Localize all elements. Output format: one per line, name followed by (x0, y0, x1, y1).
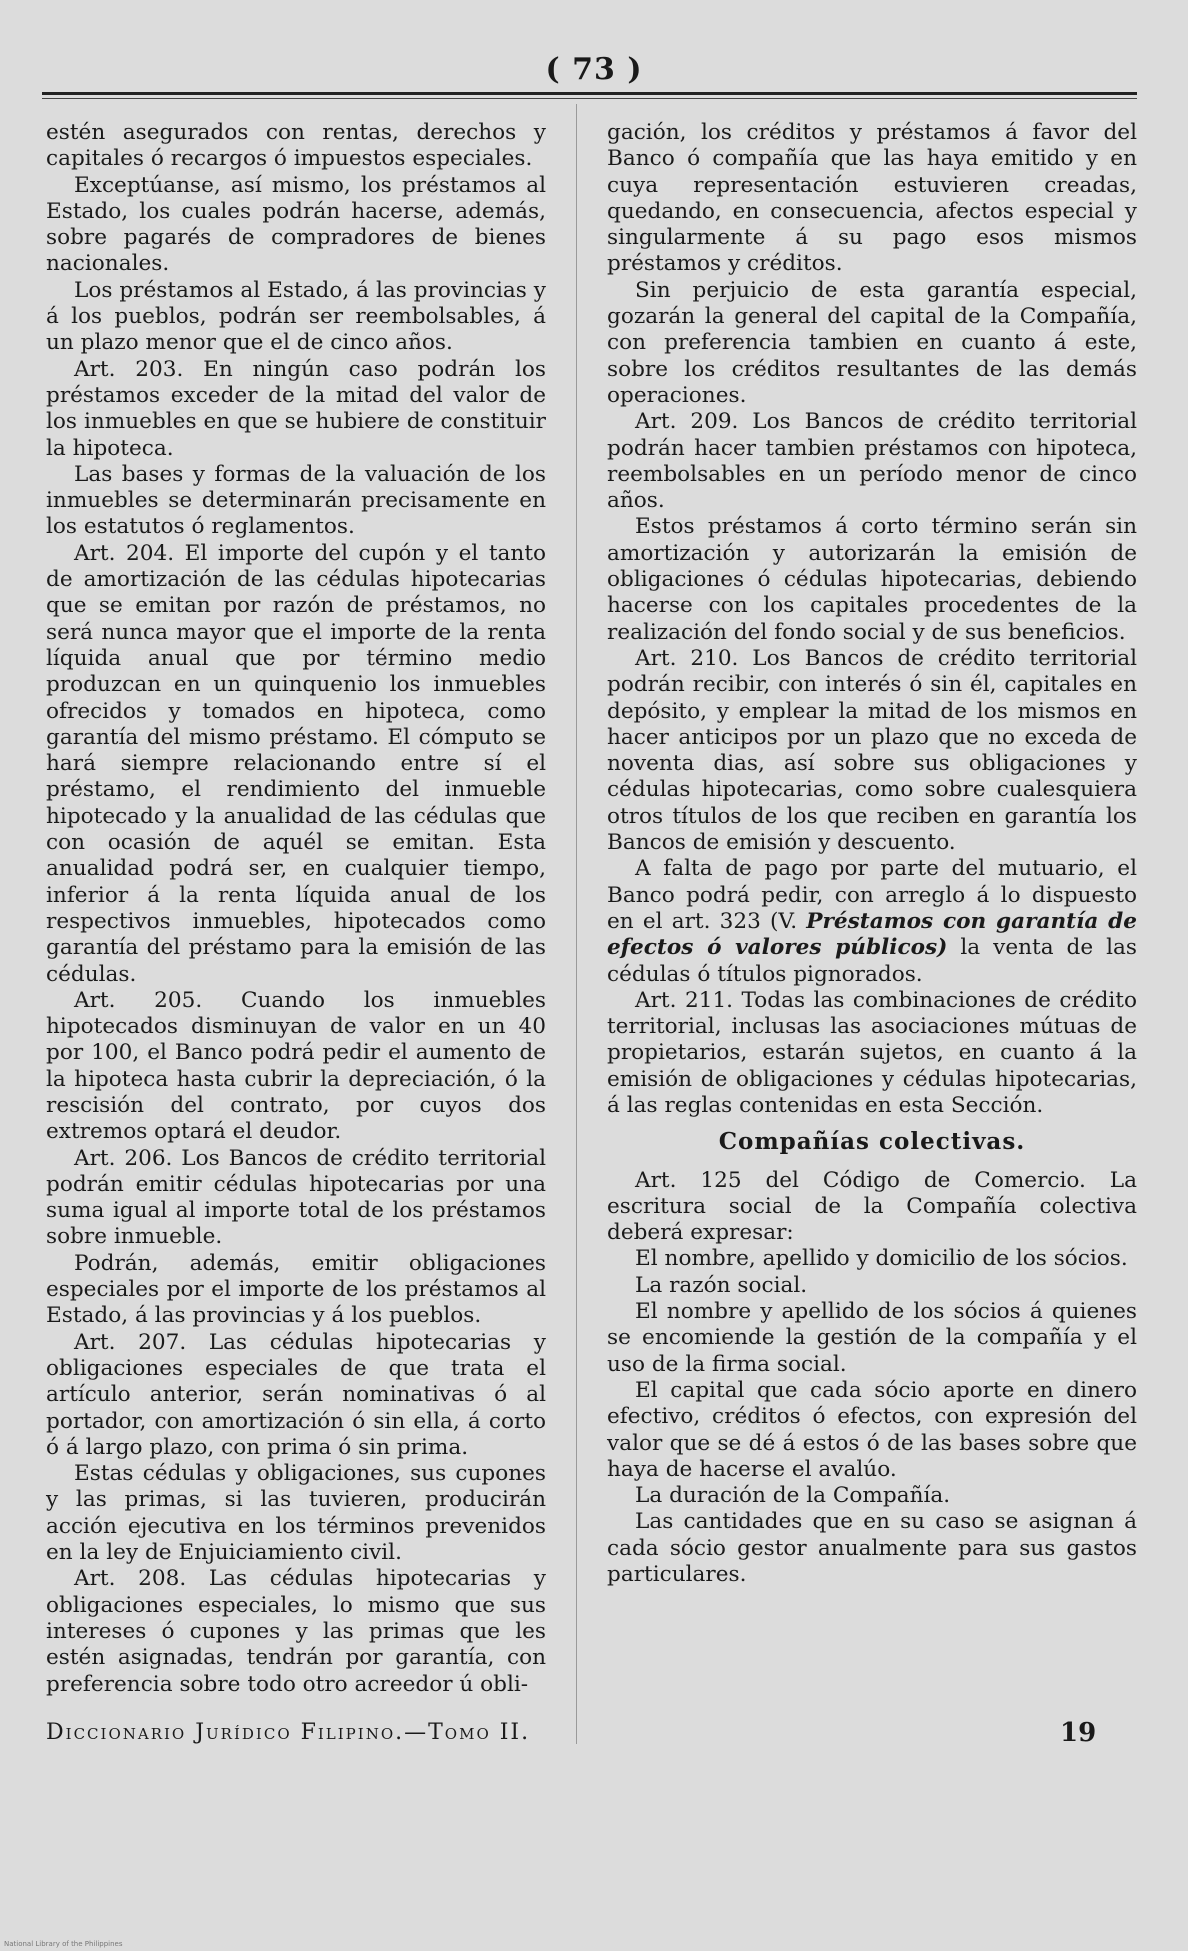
text-span: la venta de las cédulas ó títulos pignorados. (607, 935, 1137, 987)
text-span: A falta de pago por parte del mutuario, el Banco podrá pedir, con arreglo á lo dispuesto en el art. 323 (V. (607, 856, 1137, 934)
page-number: ( 73 ) (545, 52, 643, 87)
paragraph: Art. 208. Las cédulas hipotecarias y obligaciones especiales, lo mismo que sus intereses ó cupones y las primas que les estén asignadas, tendrán por garantía, con preferencia sobre todo otro acreedor ú obli- (46, 1566, 546, 1697)
paragraph: Los préstamos al Estado, á las provincias y á los pueblos, podrán ser reembolsables, á un plazo menor que el de cinco años. (46, 277, 546, 356)
paragraph: Estas cédulas y obligaciones, sus cupones y las primas, si las tuvieren, producirán acción ejecutiva en los términos prevenidos en la ley de Enjuiciamiento civil. (46, 1461, 546, 1566)
paragraph: Art. 125 del Código de Comercio. La escritura social de la Compañía colectiva deberá expresar: (607, 1167, 1137, 1246)
paragraph: Art. 205. Cuando los inmuebles hipotecados disminuyan de valor en un 40 por 100, el Banco podrá pedir el aumento de la hipoteca hasta cubrir la depreciación, ó la rescisión del contrato, por cuyos dos extremos optará el deudor. (46, 987, 546, 1145)
paragraph: Art. 210. Los Bancos de crédito territorial podrán recibir, con interés ó sin él, capitales en depósito, y emplear la mitad de los mismos en hacer anticipos por un plazo que no exceda de noventa dias, así sobre sus obligaciones y cédulas hipotecarias, como sobre cualesquiera otros títulos de los que reciben en garantía los Bancos de emisión y descuento. (607, 645, 1137, 856)
paragraph: Art. 209. Los Bancos de crédito territorial podrán hacer tambien préstamos con hipoteca, reembolsables en un período menor de cinco años. (607, 409, 1137, 514)
paragraph: Podrán, además, emitir obligaciones especiales por el importe de los préstamos al Estado, á las provincias y á los pueblos. (46, 1250, 546, 1329)
paragraph: Estos préstamos á corto término serán sin amortización y autorizarán la emisión de obligaciones ó cédulas hipotecarias, debiendo hacerse con los capitales procedentes de la realización del fondo social y de sus beneficios. (607, 514, 1137, 645)
paragraph: Las cantidades que en su caso se asignan á cada sócio gestor anualmente para sus gastos particulares. (607, 1509, 1137, 1588)
header-rule (42, 92, 1137, 99)
paragraph: Art. 204. El importe del cupón y el tanto de amortización de las cédulas hipotecarias que se emitan por razón de préstamos, no será nunca mayor que el importe de la renta líquida anual que por término medio produzcan en un quinquenio los inmuebles ofrecidos y tomados en hipoteca, como garantía del mismo préstamo. El cómputo se hará siempre relacionando entre sí el préstamo, el rendimiento del inmueble hipotecado y la anualidad de las cédulas que con ocasión de aquél se emitan. Esta anualidad podrá ser, en cualquier tiempo, inferior á la renta líquida anual de los respectivos inmuebles, hipotecados como garantía del préstamo para la emisión de las cédulas. (46, 540, 546, 987)
paragraph: Art. 203. En ningún caso podrán los préstamos exceder de la mitad del valor de los inmuebles en que se hubiere de constituir la hipoteca. (46, 356, 546, 461)
footer-signature: 19 (1060, 1718, 1097, 1748)
scan-credit: National Library of the Philippines (4, 1940, 123, 1948)
right-column (607, 120, 1137, 1588)
paragraph: La duración de la Compañía. (635, 1483, 951, 1509)
column-divider (576, 104, 577, 1744)
left-column (46, 120, 546, 1698)
paragraph: Art. 206. Los Bancos de crédito territorial podrán emitir cédulas hipotecarias por una suma igual al importe total de los préstamos sobre inmueble. (46, 1145, 546, 1250)
paragraph: El nombre, apellido y domicilio de los sócios. (635, 1246, 1128, 1272)
art210-default-paragraph (607, 856, 1137, 987)
paragraph: La razón social. (635, 1272, 808, 1298)
italic-citation: Préstamos con garantía de efectos ó valores públicos) (607, 908, 1137, 961)
paragraph: Exceptúanse, así mismo, los préstamos al Estado, los cuales podrán hacerse, además, sobre pagarés de compradores de bienes nacionales. (46, 172, 546, 277)
art211-paragraph: Art. 211. Todas las combinaciones de crédito territorial, inclusas las asociaciones mútuas de propietarios, estarán sujetos, en cuanto á la emisión de obligaciones y cédulas hipotecarias, á las reglas contenidas en esta Sección. (607, 987, 1137, 1118)
paragraph: El nombre y apellido de los sócios á quienes se encomiende la gestión de la compañía y el uso de la firma social. (607, 1299, 1137, 1377)
section-heading: Compañías colectivas. (718, 1128, 1026, 1156)
paragraph: gación, los créditos y préstamos á favor del Banco ó compañía que las haya emitido y en cuya representación estuvieren creadas, quedando, en consecuencia, afectos especial y singularmente á su pago esos mismos préstamos y créditos. (607, 120, 1137, 277)
paragraph: El capital que cada sócio aporte en dinero efectivo, créditos ó efectos, con expresión del valor que se dé á estos ó de las bases sobre que haya de hacerse el avalúo. (607, 1377, 1137, 1482)
footer-book-title: Diccionario Jurídico Filipino.—Tomo II. (46, 1720, 531, 1745)
paragraph: Las bases y formas de la valuación de los inmuebles se determinarán precisamente en los estatutos ó reglamentos. (46, 461, 546, 540)
paragraph: estén asegurados con rentas, derechos y capitales ó recargos ó impuestos especiales. (46, 120, 546, 172)
paragraph: Sin perjuicio de esta garantía especial, gozarán la general del capital de la Compañía, con preferencia tambien en cuanto á este, sobre los créditos resultantes de las demás operaciones. (607, 277, 1137, 408)
paragraph: Art. 207. Las cédulas hipotecarias y obligaciones especiales de que trata el artículo anterior, serán nominativas ó al portador, con amortización ó sin ella, á corto ó á largo plazo, con prima ó sin prima. (46, 1329, 546, 1460)
